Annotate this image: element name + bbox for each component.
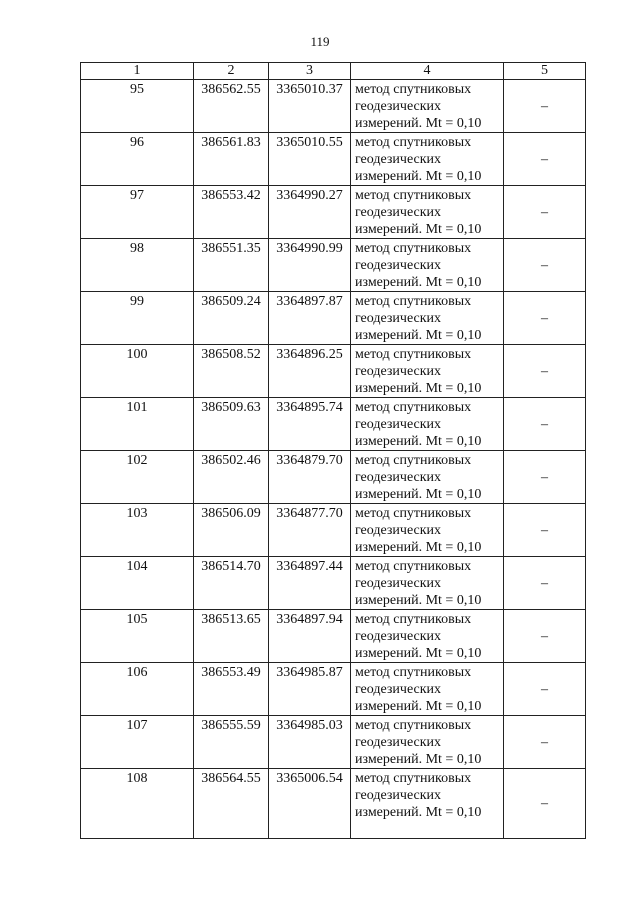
point-number-cell: 96: [81, 133, 194, 186]
x-coordinate-cell: 386564.55: [194, 769, 269, 839]
method-cell: метод спутниковых геодезических измерений. Mt = 0,10: [351, 504, 504, 557]
note-cell: –: [504, 769, 586, 839]
method-cell: метод спутниковых геодезических измерений. Mt = 0,10: [351, 716, 504, 769]
method-cell: метод спутниковых геодезических измерений. Mt = 0,10: [351, 292, 504, 345]
method-cell: метод спутниковых геодезических измерений. Mt = 0,10: [351, 663, 504, 716]
note-cell: –: [504, 239, 586, 292]
y-coordinate-cell: 3364879.70: [269, 451, 351, 504]
point-number-cell: 108: [81, 769, 194, 839]
point-number-cell: 103: [81, 504, 194, 557]
note-cell: –: [504, 398, 586, 451]
table-row: [81, 663, 586, 716]
y-coordinate-cell: 3364985.03: [269, 716, 351, 769]
column-header-2: 2: [194, 63, 269, 80]
point-number-cell: 98: [81, 239, 194, 292]
note-cell: –: [504, 504, 586, 557]
method-cell: метод спутниковых геодезических измерений. Mt = 0,10: [351, 610, 504, 663]
note-cell: –: [504, 610, 586, 663]
x-coordinate-cell: 386506.09: [194, 504, 269, 557]
table-header-row: [81, 63, 586, 80]
method-cell: метод спутниковых геодезических измерений. Mt = 0,10: [351, 769, 504, 839]
point-number-cell: 105: [81, 610, 194, 663]
point-number-cell: 100: [81, 345, 194, 398]
y-coordinate-cell: 3365006.54: [269, 769, 351, 839]
method-cell: метод спутниковых геодезических измерений. Mt = 0,10: [351, 557, 504, 610]
point-number-cell: 106: [81, 663, 194, 716]
note-cell: –: [504, 80, 586, 133]
note-cell: –: [504, 557, 586, 610]
x-coordinate-cell: 386508.52: [194, 345, 269, 398]
x-coordinate-cell: 386553.49: [194, 663, 269, 716]
y-coordinate-cell: 3364990.99: [269, 239, 351, 292]
column-header-4: 4: [351, 63, 504, 80]
y-coordinate-cell: 3365010.55: [269, 133, 351, 186]
table-body: [81, 80, 586, 839]
table-row: [81, 133, 586, 186]
y-coordinate-cell: 3364985.87: [269, 663, 351, 716]
y-coordinate-cell: 3364897.44: [269, 557, 351, 610]
y-coordinate-cell: 3364990.27: [269, 186, 351, 239]
method-cell: метод спутниковых геодезических измерений. Mt = 0,10: [351, 239, 504, 292]
x-coordinate-cell: 386553.42: [194, 186, 269, 239]
x-coordinate-cell: 386555.59: [194, 716, 269, 769]
x-coordinate-cell: 386502.46: [194, 451, 269, 504]
point-number-cell: 102: [81, 451, 194, 504]
y-coordinate-cell: 3364895.74: [269, 398, 351, 451]
table-row: [81, 398, 586, 451]
method-cell: метод спутниковых геодезических измерений. Mt = 0,10: [351, 398, 504, 451]
table-row: [81, 716, 586, 769]
method-cell: метод спутниковых геодезических измерений. Mt = 0,10: [351, 133, 504, 186]
x-coordinate-cell: 386551.35: [194, 239, 269, 292]
method-cell: метод спутниковых геодезических измерений. Mt = 0,10: [351, 345, 504, 398]
note-cell: –: [504, 292, 586, 345]
x-coordinate-cell: 386509.63: [194, 398, 269, 451]
method-cell: метод спутниковых геодезических измерений. Mt = 0,10: [351, 451, 504, 504]
table-row: [81, 769, 586, 839]
column-header-5: 5: [504, 63, 586, 80]
y-coordinate-cell: 3364877.70: [269, 504, 351, 557]
page-number: 119: [310, 34, 330, 49]
column-header-1: 1: [81, 63, 194, 80]
point-number-cell: 107: [81, 716, 194, 769]
note-cell: –: [504, 716, 586, 769]
point-number-cell: 95: [81, 80, 194, 133]
point-number-cell: 97: [81, 186, 194, 239]
method-cell: метод спутниковых геодезических измерений. Mt = 0,10: [351, 80, 504, 133]
x-coordinate-cell: 386509.24: [194, 292, 269, 345]
note-cell: –: [504, 451, 586, 504]
note-cell: –: [504, 663, 586, 716]
table-row: [81, 451, 586, 504]
note-cell: –: [504, 133, 586, 186]
table-row: [81, 292, 586, 345]
point-number-cell: 101: [81, 398, 194, 451]
x-coordinate-cell: 386561.83: [194, 133, 269, 186]
x-coordinate-cell: 386513.65: [194, 610, 269, 663]
x-coordinate-cell: 386514.70: [194, 557, 269, 610]
y-coordinate-cell: 3365010.37: [269, 80, 351, 133]
y-coordinate-cell: 3364896.25: [269, 345, 351, 398]
note-cell: –: [504, 345, 586, 398]
column-header-3: 3: [269, 63, 351, 80]
method-cell: метод спутниковых геодезических измерений. Mt = 0,10: [351, 186, 504, 239]
table-row: [81, 610, 586, 663]
table-row: [81, 239, 586, 292]
y-coordinate-cell: 3364897.94: [269, 610, 351, 663]
table-row: [81, 345, 586, 398]
table-row: [81, 80, 586, 133]
point-number-cell: 99: [81, 292, 194, 345]
table-row: [81, 504, 586, 557]
coordinates-table: [80, 62, 586, 839]
note-cell: –: [504, 186, 586, 239]
table-row: [81, 557, 586, 610]
table-row: [81, 186, 586, 239]
y-coordinate-cell: 3364897.87: [269, 292, 351, 345]
point-number-cell: 104: [81, 557, 194, 610]
x-coordinate-cell: 386562.55: [194, 80, 269, 133]
